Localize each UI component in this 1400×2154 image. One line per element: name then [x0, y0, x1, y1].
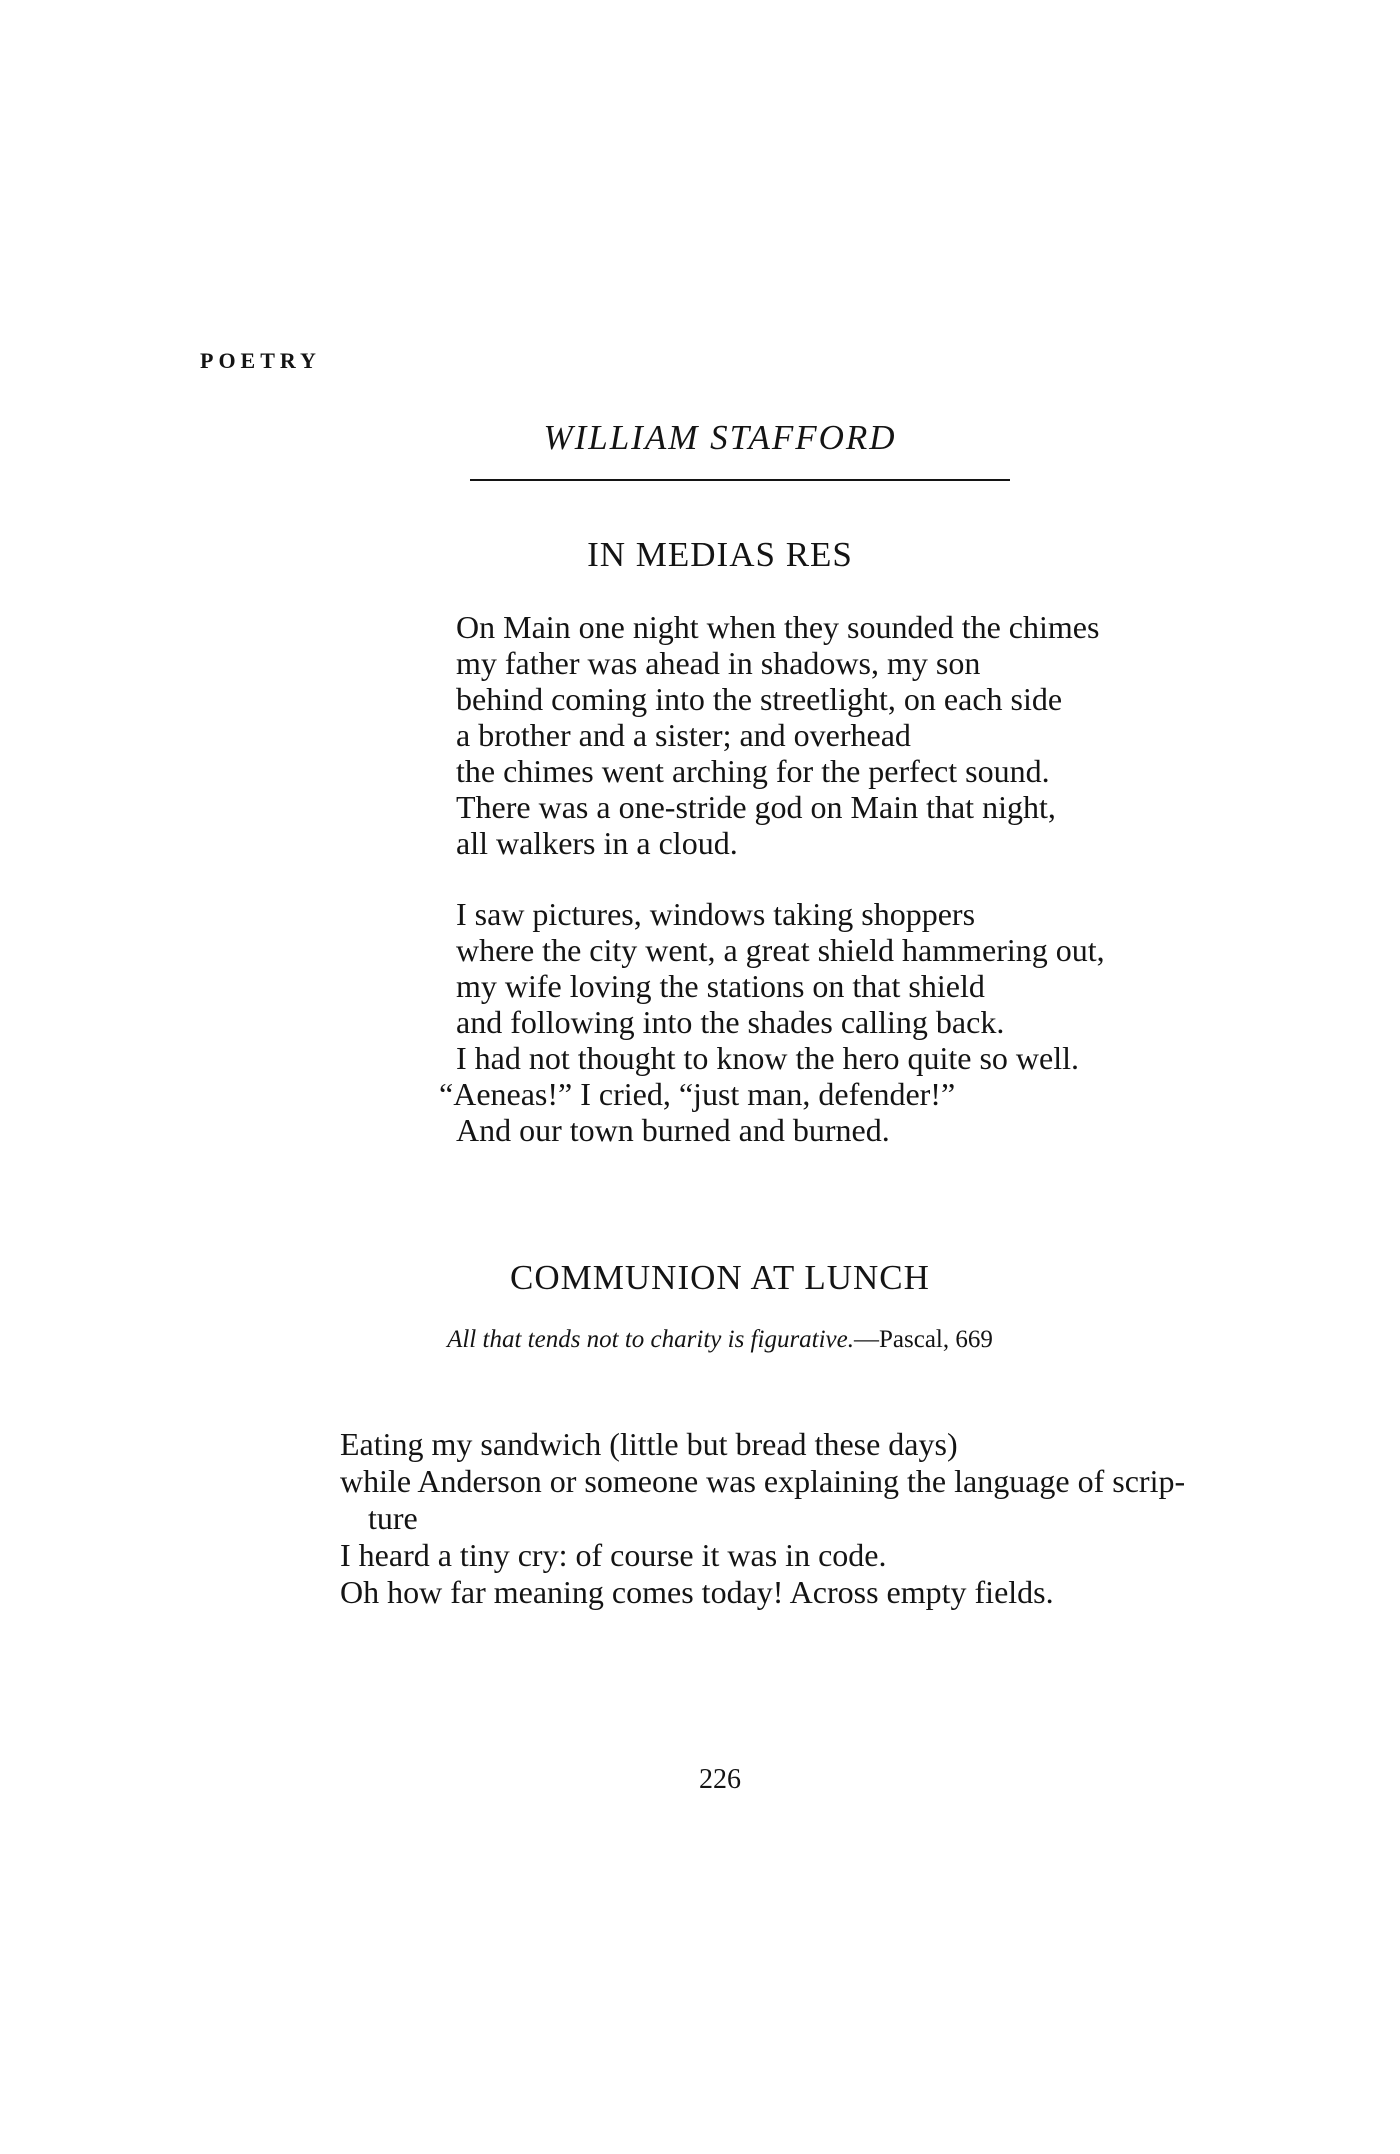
epigraph	[0, 1326, 1400, 1354]
page-number: 226	[699, 1764, 741, 1795]
epigraph-source: —Pascal, 669	[854, 1326, 993, 1353]
poem-line: I heard a tiny cry: of course it was in code.	[340, 1537, 887, 1573]
poem-line-continuation: ture	[368, 1500, 418, 1536]
stanza-1	[456, 609, 1099, 861]
poem-title-in-medias-res: IN MEDIAS RES	[587, 535, 853, 574]
poem-line: I saw pictures, windows taking shoppers	[456, 896, 976, 932]
stanza-2	[439, 896, 1105, 1148]
poem-line: and following into the shades calling back.	[456, 1004, 1005, 1040]
poem-line: while Anderson or someone was explaining the language of scrip-	[340, 1463, 1186, 1499]
poem-line: I had not thought to know the hero quite so well.	[456, 1040, 1080, 1076]
author-name: WILLIAM STAFFORD	[543, 418, 897, 457]
epigraph-quote: All that tends not to charity is figurative.	[447, 1326, 855, 1353]
poem-line: Eating my sandwich (little but bread these days)	[340, 1426, 958, 1462]
poem-line: On Main one night when they sounded the chimes	[456, 609, 1100, 645]
poem-line: all walkers in a cloud.	[456, 825, 738, 861]
poem-line: Oh how far meaning comes today! Across empty fields.	[340, 1574, 1054, 1610]
running-head: POETRY	[200, 348, 321, 373]
poem-line: where the city went, a great shield hammering out,	[456, 932, 1105, 968]
poem-line: my wife loving the stations on that shield	[456, 968, 985, 1004]
communion-stanza	[340, 1426, 1185, 1611]
poem-line: the chimes went arching for the perfect sound.	[456, 753, 1050, 789]
divider-rule	[470, 479, 1010, 481]
poem-line: “Aeneas!” I cried, “just man, defender!”	[439, 1076, 956, 1112]
poem-line: my father was ahead in shadows, my son	[456, 645, 981, 681]
poem-title-communion-at-lunch: COMMUNION AT LUNCH	[510, 1258, 930, 1297]
poem-line: a brother and a sister; and overhead	[456, 717, 911, 753]
poem-line: behind coming into the streetlight, on each side	[456, 681, 1063, 717]
poem-line: There was a one-stride god on Main that night,	[456, 789, 1056, 825]
poem-line: And our town burned and burned.	[456, 1112, 890, 1148]
